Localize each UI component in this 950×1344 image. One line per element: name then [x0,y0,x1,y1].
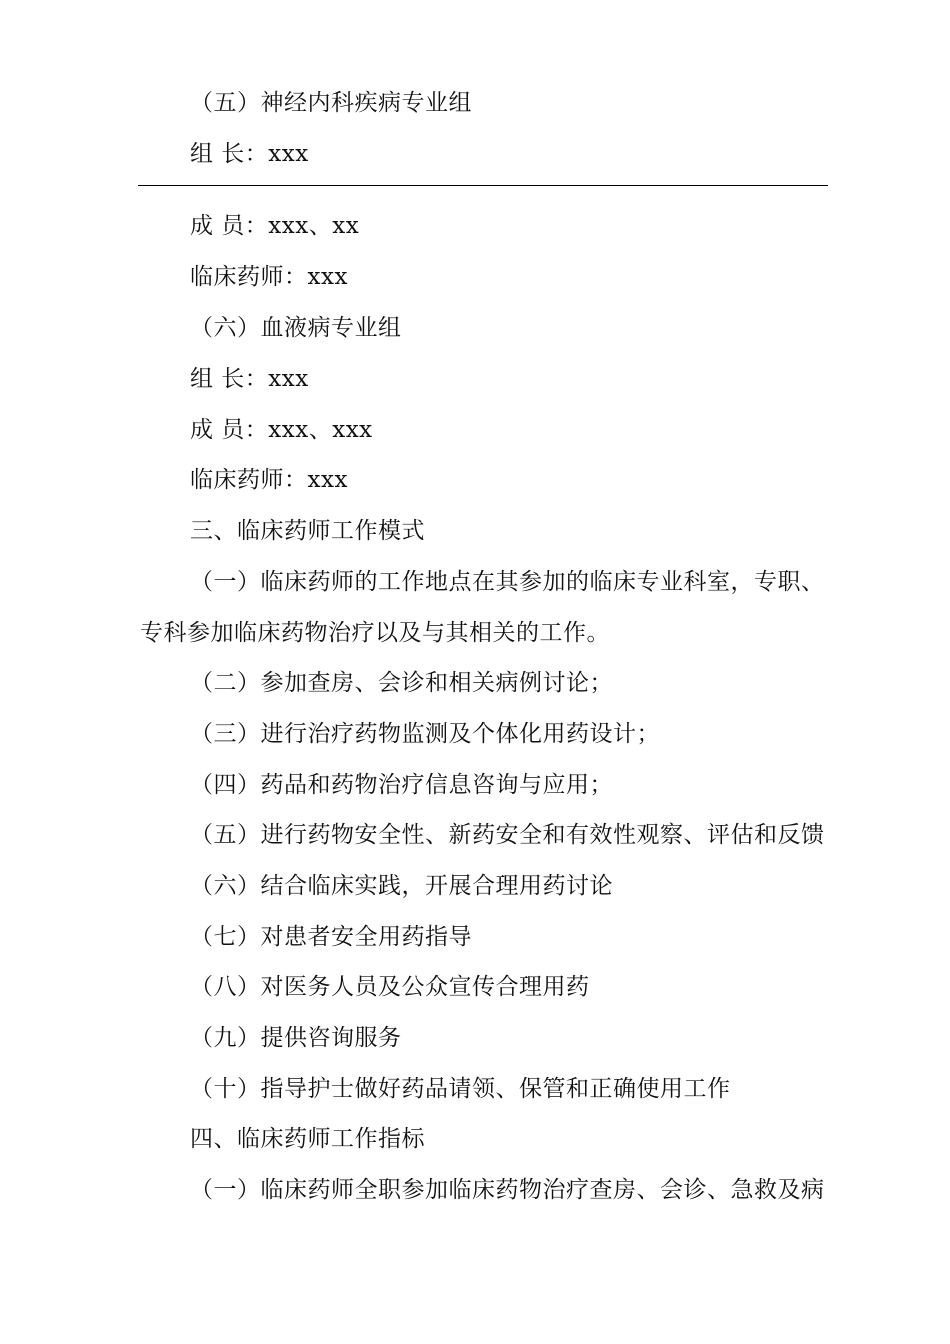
group-leader-line: 组 长：xxx [190,366,309,392]
list-item: （六）结合临床实践，开展合理用药讨论 [190,873,613,899]
paragraph-line: （一）临床药师全职参加临床药物治疗查房、会诊、急救及病 [190,1177,825,1203]
section-heading-work-indicators: 四、临床药师工作指标 [190,1126,425,1152]
horizontal-divider [138,185,828,186]
list-item: （四）药品和药物治疗信息咨询与应用； [190,772,613,798]
list-item: （九）提供咨询服务 [190,1025,402,1051]
clinical-pharmacist-line: 临床药师：xxx [190,264,348,290]
list-item: （三）进行治疗药物监测及个体化用药设计； [190,721,660,747]
list-item: （七）对患者安全用药指导 [190,924,472,950]
clinical-pharmacist-line: 临床药师：xxx [190,467,348,493]
list-item: （八）对医务人员及公众宣传合理用药 [190,974,590,1000]
list-item: （五）进行药物安全性、新药安全和有效性观察、评估和反馈 [190,822,825,848]
section-heading-hematology-group: （六）血液病专业组 [190,315,402,341]
group-leader-line: 组 长：xxx [190,141,309,167]
group-members-line: 成 员：xxx、xx [190,213,360,239]
list-item: （二）参加查房、会诊和相关病例讨论； [190,670,613,696]
group-members-line: 成 员：xxx、xxx [190,417,373,443]
section-heading-work-mode: 三、临床药师工作模式 [190,518,425,544]
section-heading-neurology-group: （五）神经内科疾病专业组 [190,90,472,116]
paragraph-line: （一）临床药师的工作地点在其参加的临床专业科室，专职、 [190,569,825,595]
paragraph-line: 专科参加临床药物治疗以及与其相关的工作。 [140,620,610,646]
list-item: （十）指导护士做好药品请领、保管和正确使用工作 [190,1076,731,1102]
